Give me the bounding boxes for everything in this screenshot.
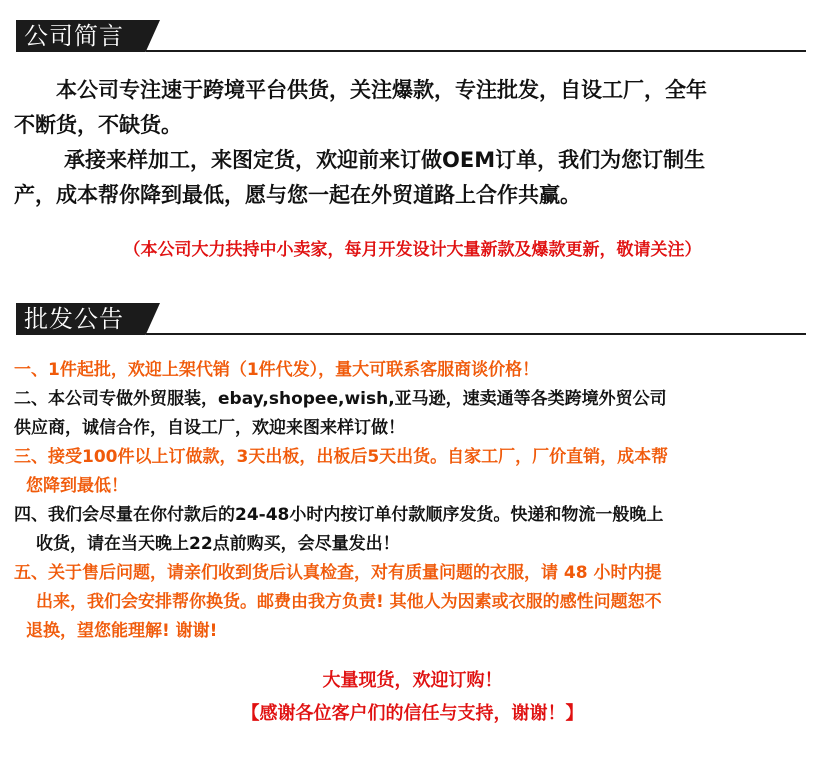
intro-line-1: 本公司专注速于跨境平台供货，关注爆款，专注批发，自设工厂，全年 [56, 78, 707, 102]
announcement-item-1: 一、1件起批，欢迎上架代销（1件代发），量大可联系客服商谈价格！ [14, 360, 540, 380]
wholesale-header-title: 批发公告 [24, 305, 124, 333]
announcement-item-4-line-2: 收货，请在当天晚上22点前购买，会尽量发出！ [36, 534, 400, 554]
announcement-item-5-line-1: 五、关于售后问题，请亲们收到货后认真检查，对有质量问题的衣服，请 48 小时内提 [14, 563, 662, 583]
company-note: （本公司大力扶持中小卖家，每月开发设计大量新款及爆款更新，敬请关注） [123, 240, 702, 260]
announcement-item-3-line-1: 三、接受100件以上订做款，3天出板，出板后5天出货。自家工厂，厂价直销，成本帮 [14, 447, 669, 467]
announcement-item-3-line-2: 您降到最低！ [26, 476, 128, 496]
company-intro [14, 73, 809, 213]
intro-line-4: 产，成本帮你降到最低，愿与您一起在外贸道路上合作共赢。 [14, 183, 581, 207]
footer-line-1: 大量现货，欢迎订购！ [322, 670, 503, 691]
wholesale-header-rule [146, 333, 806, 335]
company-header-title: 公司简言 [24, 22, 124, 50]
footer-line-2: 【感谢各位客户们的信任与支持，谢谢！】 [241, 703, 584, 724]
announcement-item-5-line-3: 退换，望您能理解! 谢谢! [26, 621, 218, 641]
announcement-item-5-line-2: 出来，我们会安排帮你换货。邮费由我方负责! 其他人为因素或衣服的感性问题恕不 [36, 592, 662, 612]
announcement-item-4-line-1: 四、我们会尽量在你付款后的24-48小时内按订单付款顺序发货。快递和物流一般晚上 [14, 505, 664, 525]
announcement-item-2-line-1: 二、本公司专做外贸服装，ebay,shopee,wish,亚马逊，速卖通等各类跨境外贸公司 [14, 389, 667, 409]
announcement-item-2-line-2: 供应商，诚信合作，自设工厂，欢迎来图来样订做！ [14, 418, 405, 438]
announcement-list [14, 356, 814, 646]
intro-line-3: 承接来样加工，来图定货，欢迎前来订做OEM订单，我们为您订制生 [64, 148, 706, 172]
wholesale-section-header [16, 303, 806, 335]
intro-line-2: 不断货，不缺货。 [14, 113, 182, 137]
company-header-rule [146, 50, 806, 52]
company-section-header [16, 20, 806, 52]
